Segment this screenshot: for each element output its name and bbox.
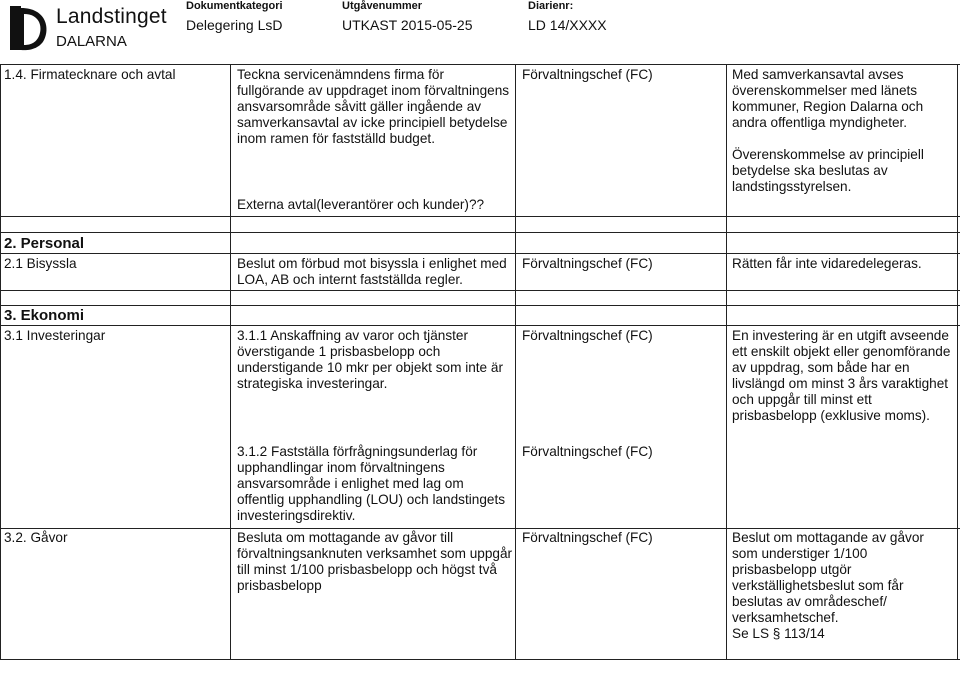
category-label: Dokumentkategori [186, 0, 283, 12]
col-border [0, 64, 1, 660]
desc-line: Beslut om förbud mot bisyssla i enlighet med [237, 256, 507, 271]
note-line: En investering är en utgift avseende [732, 328, 949, 343]
item-label: 3.1 Investeringar [4, 328, 106, 343]
note-line: livslängd om minst 3 års varaktighet [732, 376, 949, 391]
note-line: av uppdrag, som både har en [732, 360, 910, 375]
logo-sub: DALARNA [56, 33, 127, 50]
item-label: 2.1 Bisyssla [4, 256, 77, 271]
note-line: Överenskommelse av principiell [732, 147, 924, 162]
category-block [186, 0, 283, 34]
item-label: 3.2. Gåvor [4, 530, 68, 545]
note-line: ett enskilt objekt eller genomförande [732, 344, 951, 359]
note-line: Beslut om mottagande av gåvor [732, 530, 924, 545]
landstinget-logo-icon [6, 4, 52, 52]
desc-line: Besluta om mottagande av gåvor till [237, 530, 454, 545]
diary-block [528, 0, 607, 34]
note-line: Se LS § 113/14 [732, 626, 825, 641]
role-label: Förvaltningschef (FC) [522, 67, 653, 82]
version-label: Utgåvenummer [342, 0, 423, 12]
desc-line: prisbasbelopp [237, 578, 322, 593]
note-line: andra offentliga myndigheter. [732, 115, 908, 130]
row-divider [0, 528, 960, 529]
diary-label: Diarienr: [528, 0, 574, 12]
role-label: Förvaltningschef (FC) [522, 256, 653, 271]
note-line: beslutas av områdeschef/ [732, 594, 887, 609]
row-divider [0, 325, 960, 326]
section-heading-ekonomi: 3. Ekonomi [4, 307, 85, 324]
logo-name: Landstinget [56, 5, 167, 28]
col-border [230, 64, 231, 660]
row-divider [0, 290, 960, 291]
role-label: Förvaltningschef (FC) [522, 444, 653, 459]
desc-line: offentlig upphandling (LOU) och landstingets [237, 492, 506, 507]
version-block [342, 0, 472, 34]
desc-line: 3.1.2 Fastställa förfrågningsunderlag för [237, 444, 478, 459]
desc-line: strategiska investeringar. [237, 376, 388, 391]
desc-line: samverkansavtal av icke principiell betydelse [237, 115, 508, 130]
note-line: verkställighetsbeslut som får [732, 578, 904, 593]
col-border [515, 64, 516, 660]
row-divider [0, 232, 960, 233]
col-border [726, 64, 727, 660]
desc-line: inom ramen för fastställd budget. [237, 131, 435, 146]
desc-line: överstigande 1 prisbasbelopp och [237, 344, 441, 359]
desc-line: upphandlingar inom förvaltningens [237, 460, 445, 475]
desc-line: fullgörande av uppdraget inom förvaltningens [237, 83, 510, 98]
note-line: som understiger 1/100 [732, 546, 868, 561]
note-line: Rätten får inte vidaredelegeras. [732, 256, 922, 271]
note-line: och uppgår till minst ett [732, 392, 872, 407]
document-header [0, 0, 960, 62]
row-divider [0, 216, 960, 217]
col-border [957, 64, 958, 660]
note-line: betydelse ska beslutas av [732, 163, 888, 178]
desc-line: LOA, AB och internt fastställda regler. [237, 272, 463, 287]
note-line: prisbasbelopp (exklusive moms). [732, 408, 930, 423]
category-value: Delegering LsD [186, 17, 283, 33]
note-line: kommuner, Region Dalarna och [732, 99, 924, 114]
desc-line: Teckna servicenämndens firma för [237, 67, 445, 82]
version-value: UTKAST 2015-05-25 [342, 17, 473, 33]
desc-extra: Externa avtal(leverantörer och kunder)?? [237, 197, 485, 212]
desc-line: investeringsdirektiv. [237, 508, 356, 523]
note-line: Med samverkansavtal avses [732, 67, 904, 82]
desc-line: ansvarsområde i enlighet med lag om [237, 476, 464, 491]
row-divider [0, 253, 960, 254]
item-label: 1.4. Firmatecknare och avtal [4, 67, 176, 82]
diary-value: LD 14/XXXX [528, 17, 607, 33]
desc-line: ansvarsområde såvitt gäller ingående av [237, 99, 482, 114]
note-line: prisbasbelopp utgör [732, 562, 852, 577]
desc-line: understigande 10 mkr per objekt som inte är [237, 360, 503, 375]
desc-line: till minst 1/100 prisbasbelopp och högst två [237, 562, 497, 577]
note-line: verksamhetschef. [732, 610, 839, 625]
desc-line: 3.1.1 Anskaffning av varor och tjänster [237, 328, 468, 343]
table-bottom-border [0, 659, 960, 660]
table-top-border [0, 64, 960, 65]
row-divider [0, 305, 960, 306]
desc-line: förvaltningsanknuten verksamhet som uppgår [237, 546, 513, 561]
role-label: Förvaltningschef (FC) [522, 530, 653, 545]
note-line: landstingsstyrelsen. [732, 179, 852, 194]
role-label: Förvaltningschef (FC) [522, 328, 653, 343]
section-heading-personal: 2. Personal [4, 235, 85, 252]
note-line: överenskommelser med länets [732, 83, 918, 98]
